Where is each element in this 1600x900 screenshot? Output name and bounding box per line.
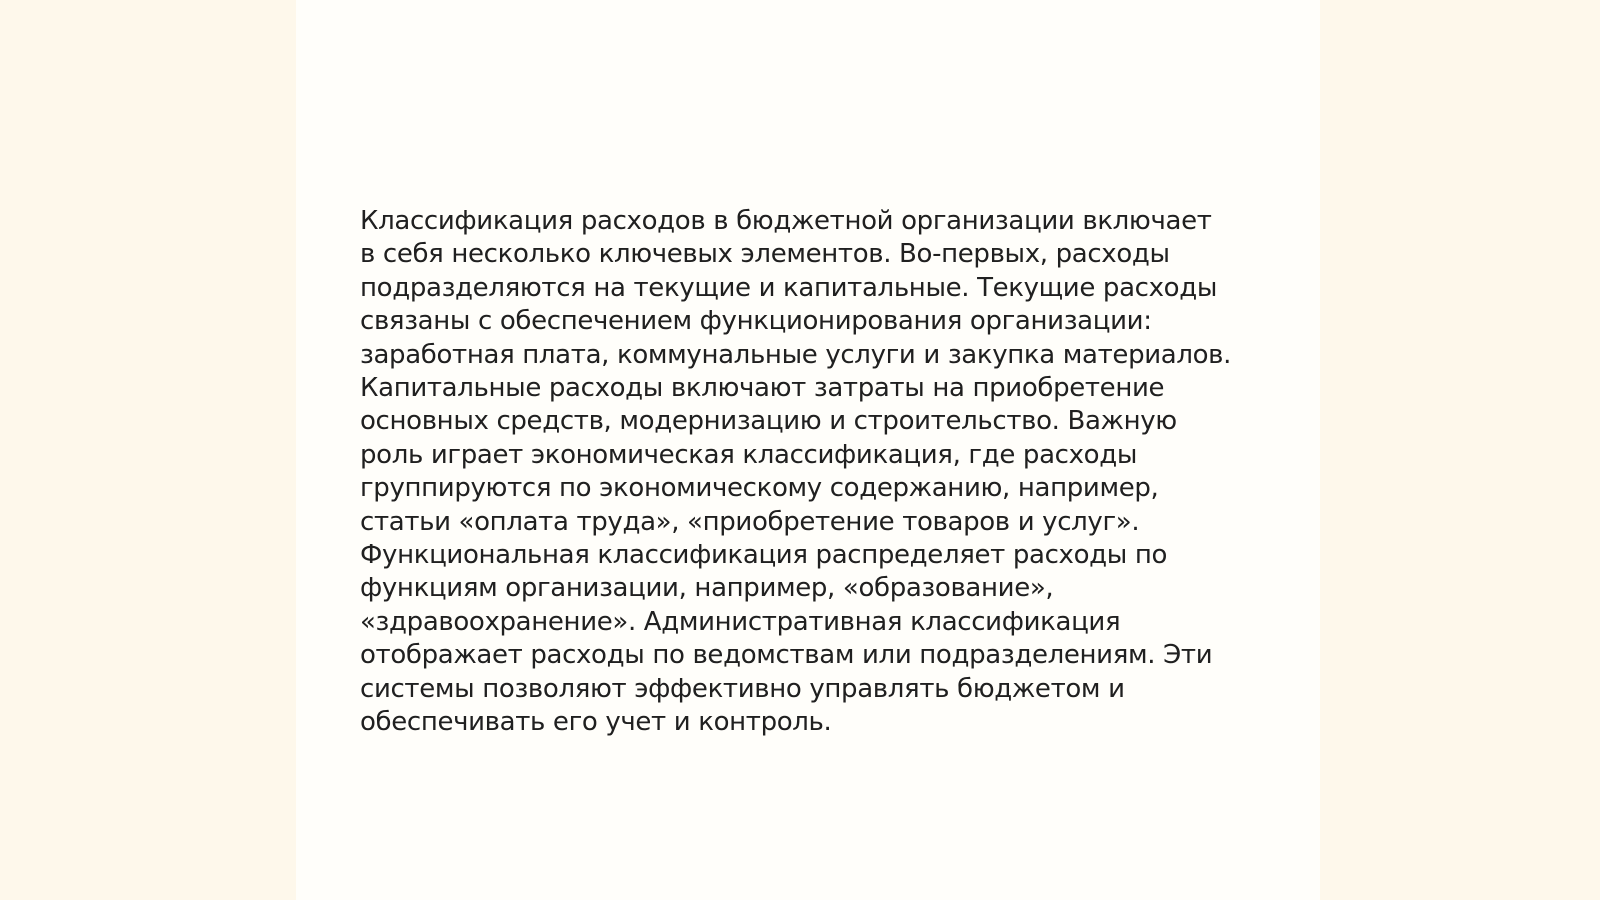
- body-paragraph: [360, 205, 1250, 740]
- paragraph-line: подразделяются на текущие и капитальные. Текущие расходы: [360, 272, 1217, 303]
- paragraph-line: Функциональная классификация распределяет расходы по: [360, 540, 1168, 571]
- paragraph-line: заработная плата, коммунальные услуги и закупка материалов.: [360, 339, 1232, 370]
- paragraph-line: Классификация расходов в бюджетной организации включает: [360, 206, 1212, 236]
- paragraph-line: отображает расходы по ведомствам или подразделениям. Эти: [360, 640, 1213, 671]
- paragraph-line: основных средств, модернизацию и строительство. Важную: [360, 406, 1177, 437]
- paragraph-line: связаны с обеспечением функционирования организации:: [360, 306, 1152, 337]
- paragraph-line: обеспечивать его учет и контроль.: [360, 707, 832, 738]
- paragraph-line: функциям организации, например, «образование»,: [360, 573, 1054, 604]
- paragraph-line: статьи «оплата труда», «приобретение товаров и услуг».: [360, 506, 1140, 537]
- paragraph-line: системы позволяют эффективно управлять бюджетом и: [360, 673, 1125, 704]
- paragraph-line: группируются по экономическому содержанию, например,: [360, 473, 1159, 504]
- paragraph-line: Капитальные расходы включают затраты на приобретение: [360, 373, 1165, 404]
- paragraph-line: «здравоохранение». Административная классификация: [360, 606, 1121, 637]
- paragraph-line: в себя несколько ключевых элементов. Во-первых, расходы: [360, 239, 1170, 270]
- paragraph-line: роль играет экономическая классификация, где расходы: [360, 439, 1138, 470]
- slide-page: [296, 0, 1320, 900]
